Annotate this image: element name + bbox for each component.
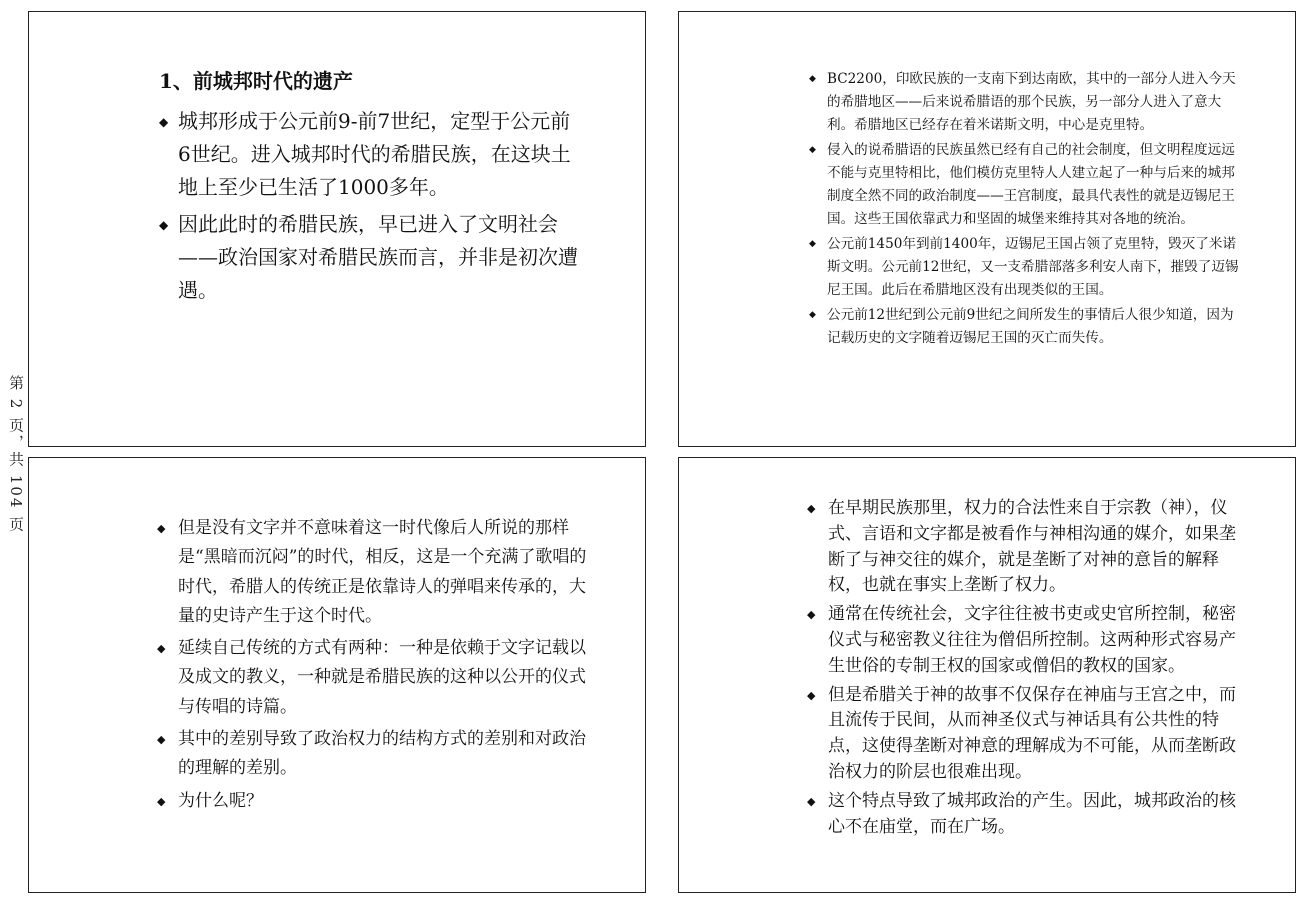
bullet-item: ◆ 为什么呢？ bbox=[178, 787, 598, 816]
slide-2-bullet-list bbox=[827, 68, 1247, 350]
slide-1-content bbox=[159, 67, 579, 311]
slide-4-content bbox=[828, 496, 1248, 843]
bullet-item: ◆ 城邦形成于公元前9-前7世纪，定型于公元前6世纪。进入城邦时代的希腊民族，在这块土地上至少已生活了1000多年。 bbox=[178, 105, 579, 204]
bullet-item: ◆ 在早期民族那里，权力的合法性来自于宗教（神），仪式、言语和文字都是被看作与神相沟通的媒介，如果垄断了与神交往的媒介，就是垄断了对神的意旨的解释权，也就在事实上垄断了权力。 bbox=[828, 496, 1248, 599]
page-number-label: 第 2 页，共 104 页 bbox=[7, 375, 25, 534]
slide-2 bbox=[678, 11, 1296, 447]
bullet-item: ◆ BC2200，印欧民族的一支南下到达南欧，其中的一部分人进入今天的希腊地区——后来说希腊语的那个民族，另一部分人进入了意大利。希腊地区已经存在着米诺斯文明，中心是克里特。 bbox=[827, 68, 1247, 137]
slide-3-content bbox=[178, 514, 598, 819]
bullet-item: ◆ 公元前1450年到前1400年，迈锡尼王国占领了克里特，毁灭了米诺斯文明。公元前12世纪，又一支希腊部落多利安人南下，摧毁了迈锡尼王国。此后在希腊地区没有出现类似的王国。 bbox=[827, 233, 1247, 302]
bullet-item: ◆ 因此此时的希腊民族，早已进入了文明社会——政治国家对希腊民族而言，并非是初次遭遇。 bbox=[178, 208, 579, 307]
slide-4-bullet-list bbox=[828, 496, 1248, 840]
slide-2-content bbox=[827, 68, 1247, 352]
slide-1-bullet-list bbox=[159, 105, 579, 307]
slide-3-bullet-list bbox=[178, 514, 598, 816]
bullet-item: ◆ 其中的差别导致了政治权力的结构方式的差别和对政治的理解的差别。 bbox=[178, 725, 598, 784]
slide-1 bbox=[28, 11, 646, 447]
slide-1-heading: 1、前城邦时代的遗产 bbox=[159, 69, 353, 93]
bullet-item: ◆ 延续自己传统的方式有两种：一种是依赖于文字记载以及成文的教义，一种就是希腊民族的这种以公开的仪式与传唱的诗篇。 bbox=[178, 634, 598, 722]
slide-4 bbox=[678, 457, 1296, 893]
slide-3 bbox=[28, 457, 646, 893]
bullet-item: ◆ 但是没有文字并不意味着这一时代像后人所说的那样是“黑暗而沉闷”的时代，相反，这是一个充满了歌唱的时代，希腊人的传统正是依靠诗人的弹唱来传承的，大量的史诗产生于这个时代。 bbox=[178, 514, 598, 631]
bullet-item: ◆ 但是希腊关于神的故事不仅保存在神庙与王宫之中，而且流传于民间，从而神圣仪式与神话具有公共性的特点，这使得垄断对神意的理解成为不可能，从而垄断政治权力的阶层也很难出现。 bbox=[828, 683, 1248, 786]
bullet-item: ◆ 通常在传统社会，文字往往被书吏或史官所控制，秘密仪式与秘密教义往往为僧侣所控制。这两种形式容易产生世俗的专制王权的国家或僧侣的教权的国家。 bbox=[828, 602, 1248, 679]
bullet-item: ◆ 这个特点导致了城邦政治的产生。因此，城邦政治的核心不在庙堂，而在广场。 bbox=[828, 789, 1248, 841]
bullet-item: ◆ 公元前12世纪到公元前9世纪之间所发生的事情后人很少知道，因为记载历史的文字随着迈锡尼王国的灭亡而失传。 bbox=[827, 304, 1247, 350]
bullet-item: ◆ 侵入的说希腊语的民族虽然已经有自己的社会制度，但文明程度远远不能与克里特相比，他们模仿克里特人人建立起了一种与后来的城邦制度全然不同的政治制度——王宫制度，最具代表性的就是迈锡尼王国。这些王国依靠武力和坚固的城堡来维持其对各地的统治。 bbox=[827, 139, 1247, 231]
